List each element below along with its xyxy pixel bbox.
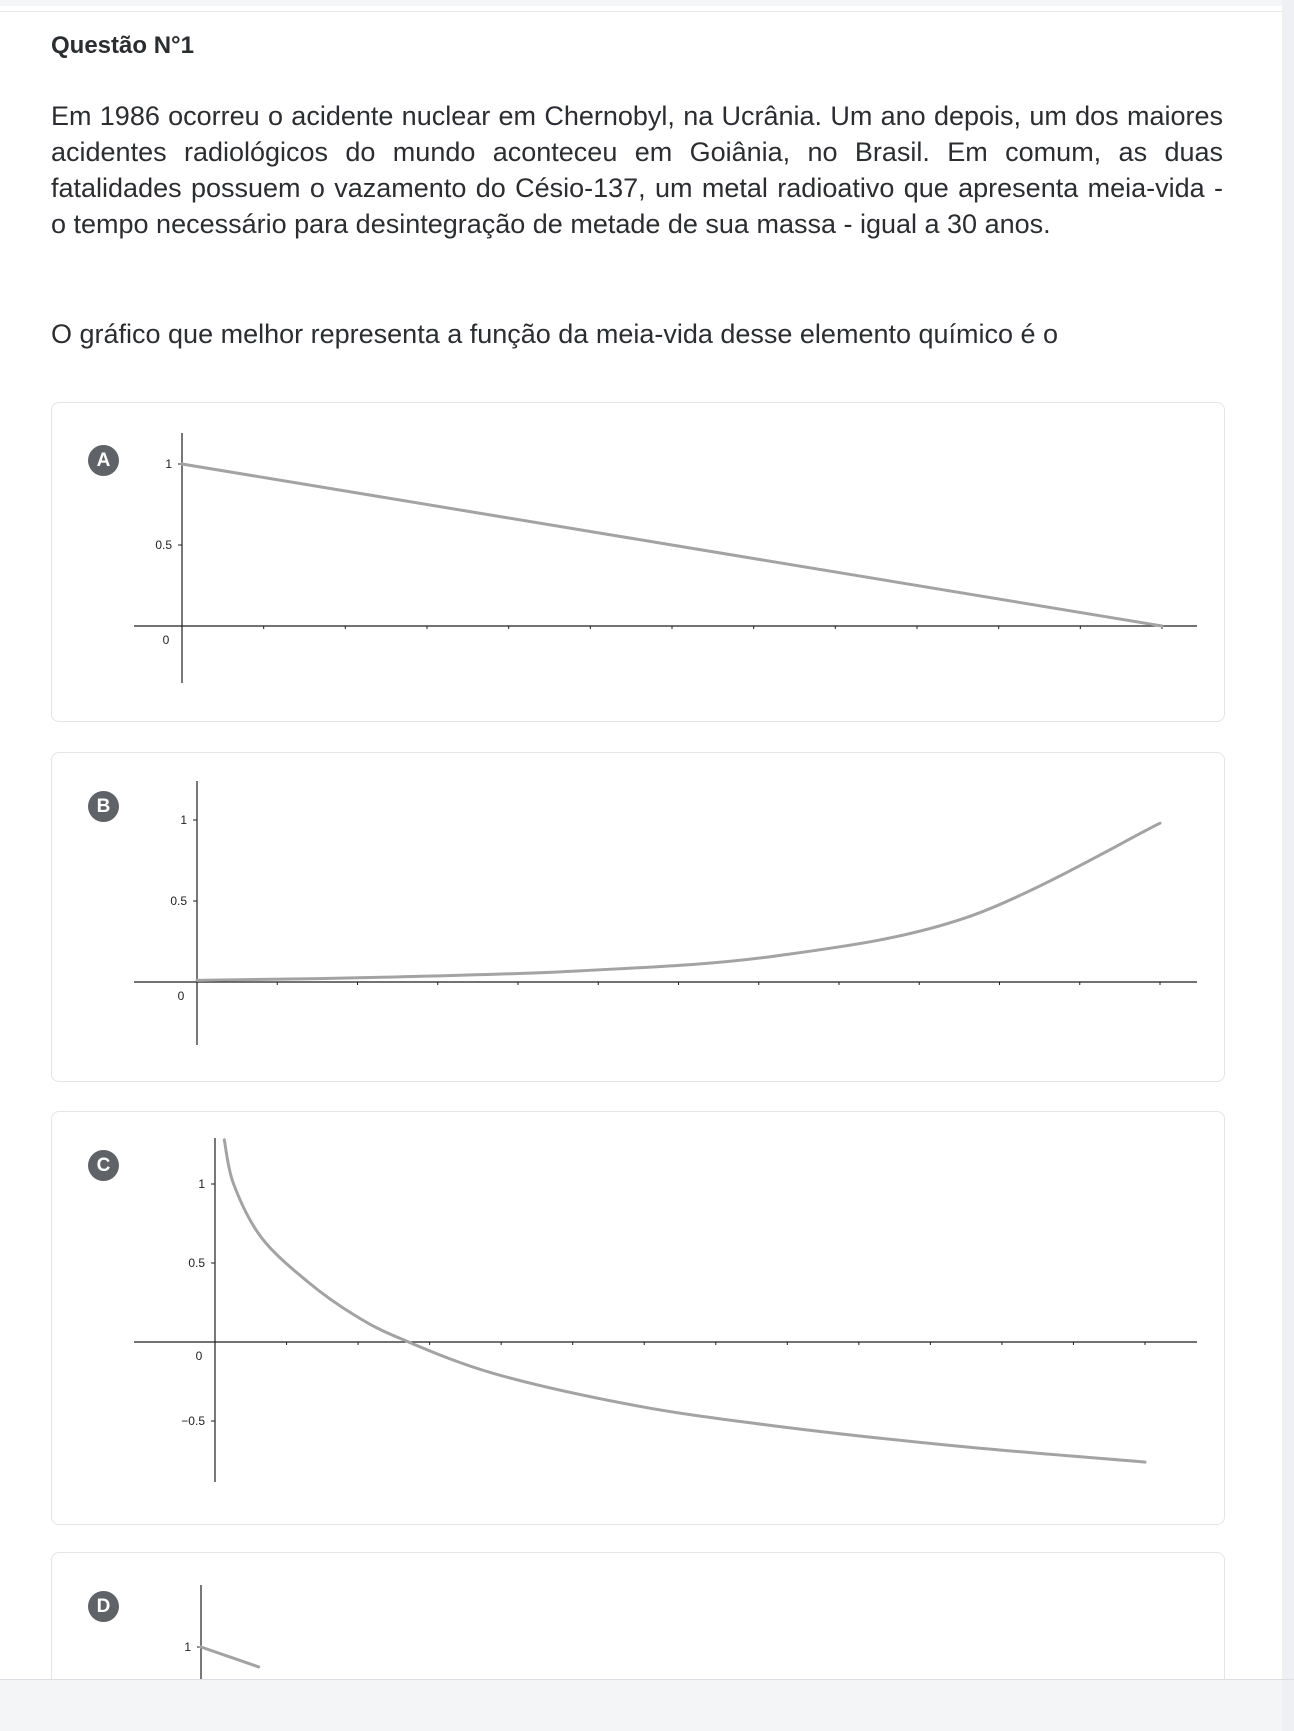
question-title: Questão N°1: [51, 32, 194, 59]
series-line: [201, 1647, 259, 1667]
option-card-a[interactable]: [51, 402, 1225, 722]
y-tick-label: 1: [180, 813, 187, 827]
y-tick-label: 1: [184, 1640, 191, 1654]
question-body: Em 1986 ocorreu o acidente nuclear em Chernobyl, na Ucrânia. Um ano depois, um dos maiores acidentes radiológicos do mundo aconteceu em Goiânia, no Brasil. Em comum, as duas fatalidades possuem o vazamento do Césio-137, um metal radioativo que apresenta meia-vida - o tempo necessário para desintegração de metade de sua massa - igual a 30 anos.: [51, 101, 1223, 239]
y-tick-label: 1: [165, 457, 172, 471]
question-prompt: O gráfico que melhor representa a função da meia-vida desse elemento químico é o: [51, 319, 1059, 349]
chart-option-c: [52, 1112, 1224, 1524]
option-card-d[interactable]: [51, 1552, 1225, 1679]
option-card-b[interactable]: [51, 752, 1225, 1082]
y-tick-label: −0.5: [181, 1414, 205, 1428]
option-card-c[interactable]: [51, 1111, 1225, 1525]
y-tick-label: 0.5: [188, 1256, 205, 1270]
option-badge-a: A: [88, 445, 119, 476]
y-tick-label: 0.5: [155, 538, 172, 552]
bottom-divider: [0, 1679, 1294, 1680]
y-tick-label: 0: [195, 1349, 203, 1363]
chart-option-b: [52, 753, 1224, 1081]
option-badge-d: D: [88, 1591, 119, 1622]
page-scroll-edge: [1282, 0, 1294, 1731]
top-divider: [0, 11, 1282, 12]
y-tick-label: 1: [198, 1177, 205, 1191]
option-badge-c: C: [88, 1150, 119, 1181]
series-line: [197, 823, 1160, 980]
option-badge-b: B: [88, 791, 119, 822]
y-tick-label: 0: [162, 633, 170, 647]
chart-option-a: [52, 403, 1224, 721]
series-line: [182, 464, 1162, 626]
series-line: [224, 1140, 1145, 1462]
y-tick-label: 0: [177, 989, 185, 1003]
question-panel: [0, 6, 1282, 1679]
chart-option-d: [52, 1553, 1224, 1679]
y-tick-label: 0.5: [170, 894, 187, 908]
